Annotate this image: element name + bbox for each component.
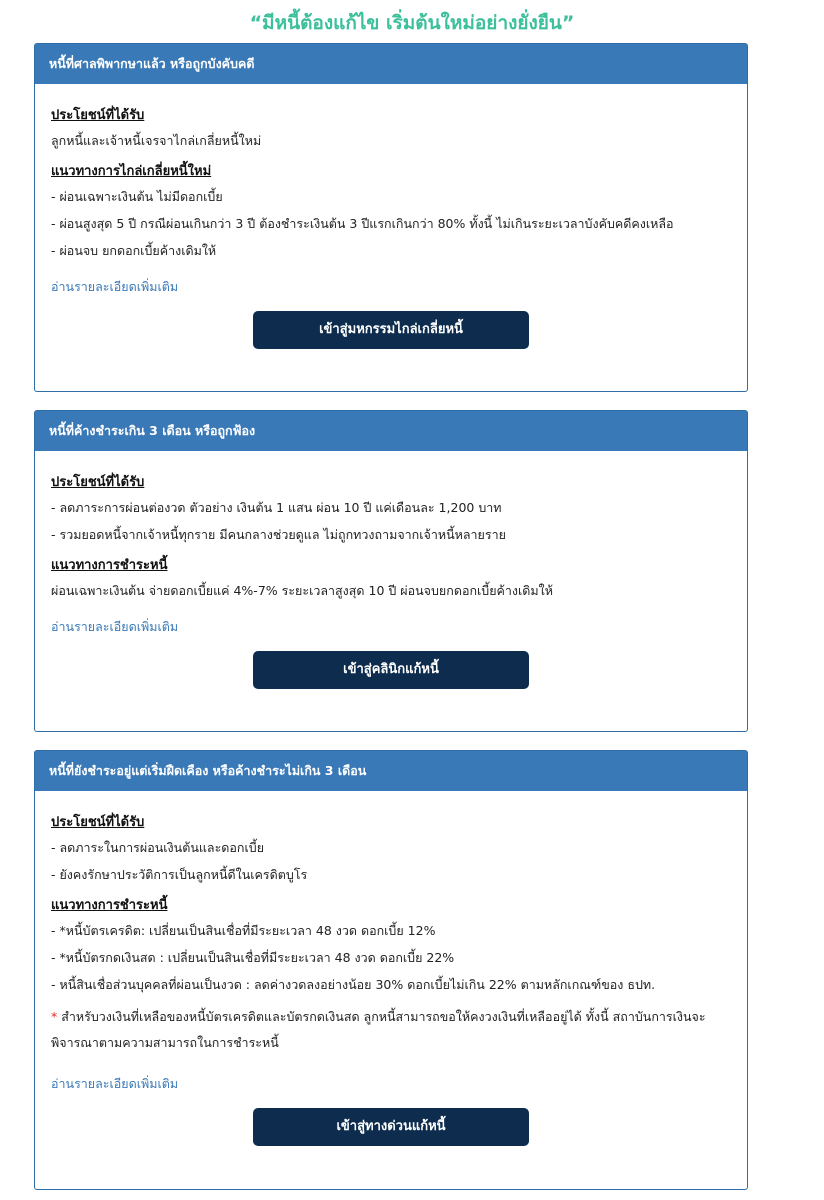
- mediation-fair-button[interactable]: เข้าสู่มหกรรมไกล่เกลี่ยหนี้: [253, 311, 529, 349]
- footnote: [51, 1004, 731, 1056]
- approach-title: แนวทางการชำระหนี้: [51, 898, 168, 913]
- approach-item: - ผ่อนสูงสุด 5 ปี กรณีผ่อนเกินกว่า 3 ปี ต้องชำระเงินต้น 3 ปีแรกเกินกว่า 80% ทั้งนี้ ไม่เกินระยะเวลาบังคับคดีคงเหลือ: [51, 216, 674, 231]
- approach-item: - ผ่อนจบ ยกดอกเบี้ยค้างเดิมให้: [51, 243, 217, 258]
- card-header: หนี้ที่ยังชำระอยู่แต่เริ่มฝืดเคือง หรือค้างชำระไม่เกิน 3 เดือน: [35, 751, 747, 791]
- approach-item: - ผ่อนเฉพาะเงินต้น ไม่มีดอกเบี้ย: [51, 189, 223, 204]
- benefit-item: - ลดภาระการผ่อนต่องวด ตัวอย่าง เงินต้น 1 แสน ผ่อน 10 ปี แค่เดือนละ 1,200 บาท: [51, 500, 502, 515]
- approach-title: แนวทางการชำระหนี้: [51, 558, 168, 573]
- debt-clinic-button[interactable]: เข้าสู่คลินิกแก้หนี้: [253, 651, 529, 689]
- card-header: หนี้ที่ศาลพิพากษาแล้ว หรือถูกบังคับคดี: [35, 44, 747, 84]
- footnote-text: สำหรับวงเงินที่เหลือของหนี้บัตรเครดิตและบัตรกดเงินสด ลูกหนี้สามารถขอให้คงวงเงินที่เหลืออยู่ได้ ทั้งนี้ สถาบันการเงินจะพิจารณาตามความสามารถในการชำระหนี้: [51, 1009, 706, 1050]
- approach-item: - *หนี้บัตรเครดิต: เปลี่ยนเป็นสินเชื่อที่มีระยะเวลา 48 งวด ดอกเบี้ย 12%: [51, 923, 436, 938]
- benefit-item: ลูกหนี้และเจ้าหนี้เจรจาไกล่เกลี่ยหนี้ใหม่: [51, 133, 262, 148]
- page-headline: “มีหนี้ต้องแก้ไข เริ่มต้นใหม่อย่างยั่งยืน”: [249, 12, 575, 34]
- benefit-item: - ยังคงรักษาประวัติการเป็นลูกหนี้ดีในเครดิตบูโร: [51, 867, 308, 882]
- read-more-link[interactable]: อ่านรายละเอียดเพิ่มเติม: [51, 619, 179, 634]
- benefit-item: - ลดภาระในการผ่อนเงินต้นและดอกเบี้ย: [51, 840, 265, 855]
- card-struggling-debt: [34, 750, 748, 1190]
- footnote-star: *: [51, 1009, 58, 1024]
- benefit-title: ประโยชน์ที่ได้รับ: [51, 108, 145, 123]
- approach-item: - หนี้สินเชื่อส่วนบุคคลที่ผ่อนเป็นงวด : ลดค่างวดลงอย่างน้อย 30% ดอกเบี้ยไม่เกิน 22% ตามหลักเกณฑ์ของ ธปท.: [51, 977, 656, 992]
- card-header: หนี้ที่ค้างชำระเกิน 3 เดือน หรือถูกฟ้อง: [35, 411, 747, 451]
- read-more-link[interactable]: อ่านรายละเอียดเพิ่มเติม: [51, 279, 179, 294]
- benefit-item: - รวมยอดหนี้จากเจ้าหนี้ทุกราย มีคนกลางช่วยดูแล ไม่ถูกทวงถามจากเจ้าหนี้หลายราย: [51, 527, 506, 542]
- approach-item: ผ่อนเฉพาะเงินต้น จ่ายดอกเบี้ยแค่ 4%-7% ระยะเวลาสูงสุด 10 ปี ผ่อนจบยกดอกเบี้ยค้างเดิมให้: [51, 583, 554, 598]
- approach-item: - *หนี้บัตรกดเงินสด : เปลี่ยนเป็นสินเชื่อที่มีระยะเวลา 48 งวด ดอกเบี้ย 22%: [51, 950, 455, 965]
- card-court-judged-debt: [34, 43, 748, 392]
- benefit-title: ประโยชน์ที่ได้รับ: [51, 475, 145, 490]
- card-overdue-debt: [34, 410, 748, 732]
- read-more-link[interactable]: อ่านรายละเอียดเพิ่มเติม: [51, 1076, 179, 1091]
- approach-title: แนวทางการไกล่เกลี่ยหนี้ใหม่: [51, 164, 212, 179]
- benefit-title: ประโยชน์ที่ได้รับ: [51, 815, 145, 830]
- debt-express-button[interactable]: เข้าสู่ทางด่วนแก้หนี้: [253, 1108, 529, 1146]
